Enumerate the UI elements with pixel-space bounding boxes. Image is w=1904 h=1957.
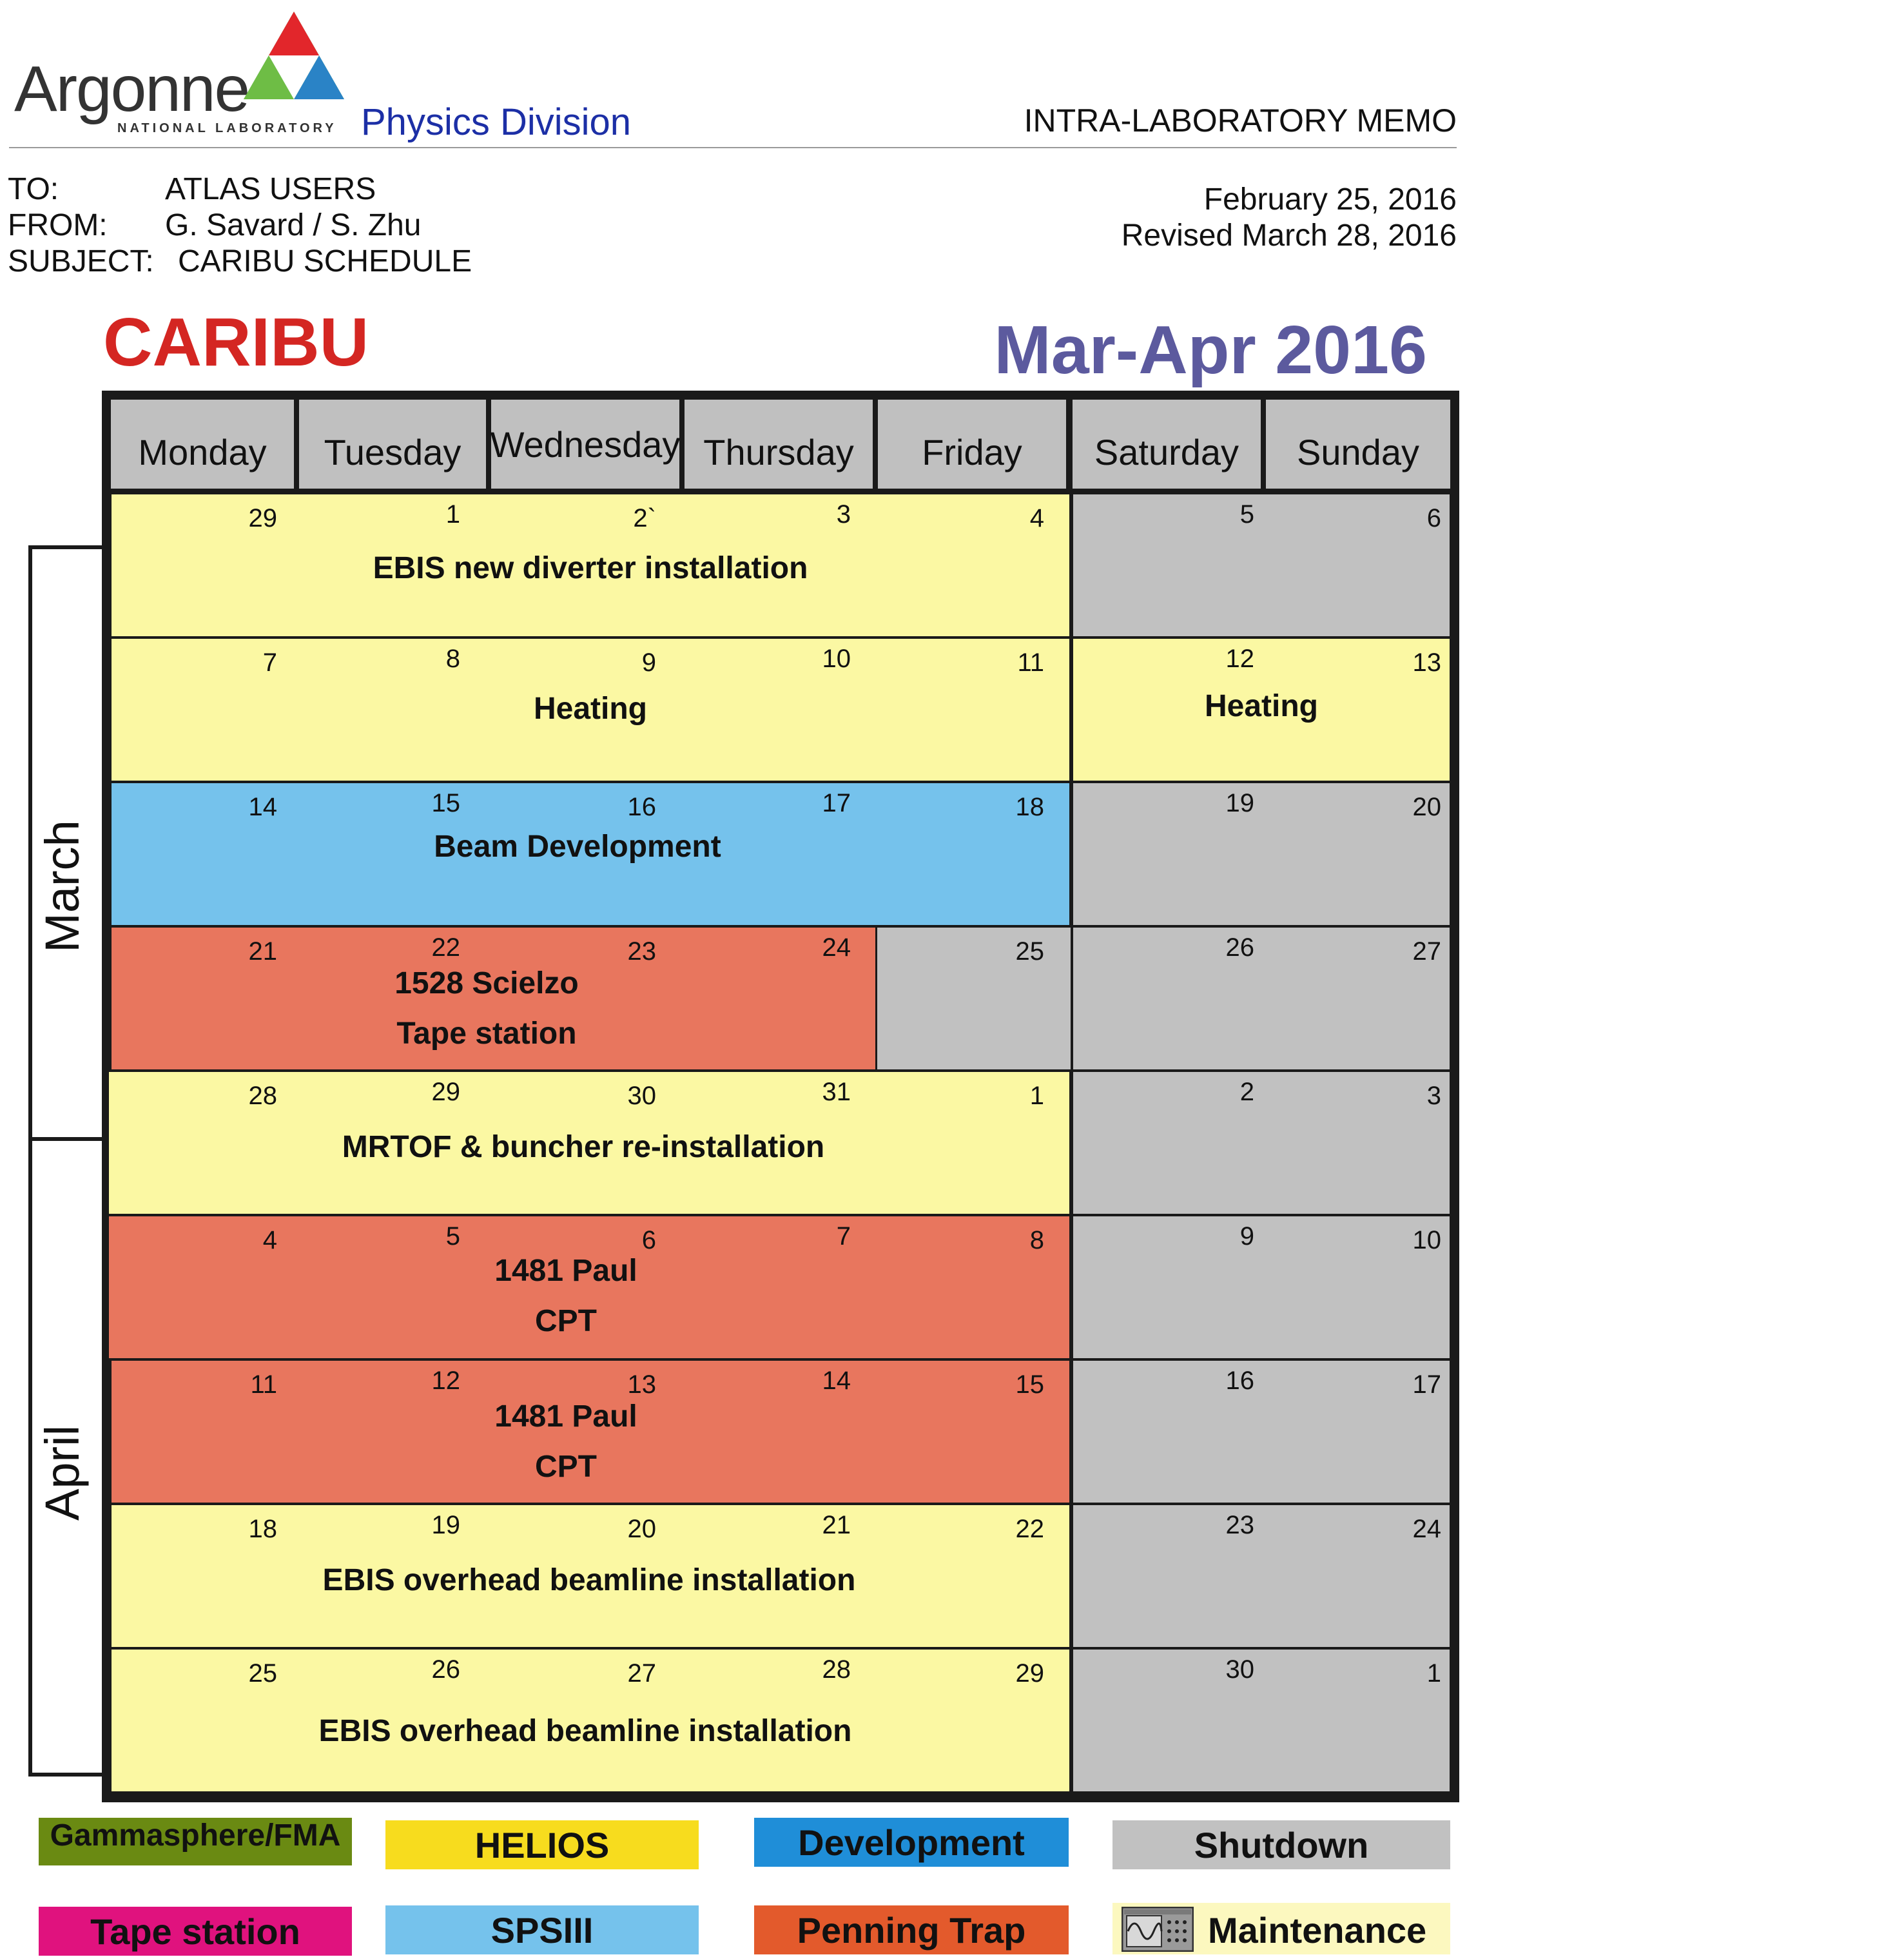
date-number: 14	[822, 1367, 851, 1395]
event-label: Heating	[533, 692, 647, 726]
to-line	[8, 171, 376, 207]
event-label: CPT	[535, 1304, 597, 1338]
date-number: 26	[431, 1655, 460, 1684]
legend-maintenance-label: Maintenance	[1208, 1910, 1427, 1951]
day-header-thursday: Thursday	[685, 400, 873, 489]
argonne-logo-text: Argonne	[14, 53, 249, 125]
legend-spsiii: SPSIII	[385, 1905, 699, 1954]
date-number: 6	[1426, 504, 1441, 532]
date-number: 2`	[633, 504, 656, 532]
date-number: 19	[431, 1511, 460, 1539]
legend-gammasphere-fma: Gammasphere/FMA	[39, 1818, 352, 1865]
date-number: 30	[627, 1082, 656, 1110]
date-number: 1	[1426, 1659, 1441, 1688]
subject-value: CARIBU SCHEDULE	[178, 244, 472, 278]
date-number: 4	[262, 1226, 277, 1254]
date-number: 25	[248, 1659, 277, 1688]
weekend-block-week5	[1071, 1070, 1452, 1216]
event-label: 1481 Paul	[494, 1254, 637, 1288]
day-header-tuesday: Tuesday	[299, 400, 486, 489]
date-number: 7	[262, 648, 277, 677]
date-number: 3	[836, 500, 851, 529]
weekend-block-week9	[1071, 1648, 1452, 1793]
weekend-block-week1	[1071, 492, 1452, 638]
weekend-block-week4	[1071, 926, 1452, 1071]
date-number: 24	[1412, 1515, 1441, 1543]
date-number: 12	[1225, 645, 1254, 673]
argonne-triangle-logo	[244, 12, 344, 99]
header-divider	[9, 147, 1457, 148]
date-number: 7	[836, 1222, 851, 1251]
event-label: EBIS overhead beamline installation	[318, 1714, 852, 1748]
date-number: 12	[431, 1367, 460, 1395]
subject-label: SUBJECT:	[8, 244, 154, 278]
weekend-block-week8	[1071, 1503, 1452, 1649]
date-number: 28	[822, 1655, 851, 1684]
weekend-block-week7	[1071, 1359, 1452, 1504]
date-number: 28	[248, 1082, 277, 1110]
date-number: 24	[822, 933, 851, 962]
date-number: 18	[248, 1515, 277, 1543]
legend-shutdown: Shutdown	[1112, 1820, 1450, 1869]
day-header-wednesday: Wednesday	[491, 400, 679, 489]
date-number: 17	[1412, 1370, 1441, 1399]
date-number: 30	[1225, 1655, 1254, 1684]
facility-title: CARIBU	[103, 304, 369, 380]
date-number: 29	[431, 1078, 460, 1106]
date-number: 14	[248, 793, 277, 821]
day-header-friday: Friday	[878, 400, 1066, 489]
event-label: 1481 Paul	[494, 1399, 637, 1434]
schedule-period: Mar-Apr 2016	[994, 312, 1427, 388]
physics-division-title: Physics Division	[361, 101, 631, 143]
date-number: 31	[822, 1078, 851, 1106]
date-number: 9	[1239, 1222, 1254, 1251]
month-label-april: April	[35, 1425, 89, 1521]
date-number: 23	[1225, 1511, 1254, 1539]
event-label: 1528 Scielzo	[394, 966, 579, 1000]
date-number: 27	[1412, 937, 1441, 966]
argonne-logo-subtitle: NATIONAL LABORATORY	[117, 121, 337, 135]
to-label: TO:	[8, 172, 59, 206]
day-header-monday: Monday	[111, 400, 294, 489]
date-number: 21	[822, 1511, 851, 1539]
date-number: 13	[1412, 648, 1441, 677]
legend-tape-station: Tape station	[39, 1907, 352, 1956]
subject-line	[8, 244, 472, 279]
date-number: 4	[1029, 504, 1044, 532]
date-number: 10	[822, 645, 851, 673]
date-number: 22	[1015, 1515, 1044, 1543]
date-number: 16	[627, 793, 656, 821]
date-number: 15	[1015, 1370, 1044, 1399]
day-header-saturday: Saturday	[1073, 400, 1261, 489]
from-label: FROM:	[8, 208, 108, 242]
date-number: 29	[248, 504, 277, 532]
date-number: 11	[250, 1370, 277, 1399]
date-number: 15	[431, 789, 460, 817]
from-line	[8, 208, 422, 243]
memo-revised-date: Revised March 28, 2016	[1121, 219, 1457, 253]
date-number: 8	[1029, 1226, 1044, 1254]
date-number: 6	[641, 1226, 656, 1254]
day-header-sunday: Sunday	[1266, 400, 1450, 489]
date-number: 23	[627, 937, 656, 966]
from-value: G. Savard / S. Zhu	[165, 208, 422, 242]
date-number: 2	[1239, 1078, 1254, 1106]
event-label: MRTOF & buncher re-installation	[342, 1130, 825, 1164]
date-number: 27	[627, 1659, 656, 1688]
date-number: 18	[1015, 793, 1044, 821]
legend-helios: HELIOS	[385, 1820, 699, 1869]
date-number: 20	[627, 1515, 656, 1543]
oscilloscope-icon	[1122, 1907, 1194, 1952]
legend-maintenance	[1112, 1903, 1450, 1954]
legend-development: Development	[754, 1818, 1069, 1867]
date-number: 16	[1225, 1367, 1254, 1395]
event-label: EBIS overhead beamline installation	[322, 1563, 856, 1597]
event-label: Heating	[1204, 689, 1318, 723]
date-number: 19	[1225, 789, 1254, 817]
event-label: EBIS new diverter installation	[373, 551, 808, 585]
event-label: Tape station	[396, 1017, 577, 1051]
weekend-block-week6	[1071, 1214, 1452, 1360]
date-number: 11	[1017, 648, 1044, 677]
date-number: 21	[248, 937, 277, 966]
date-number: 3	[1426, 1082, 1441, 1110]
date-number: 22	[431, 933, 460, 962]
date-number: 29	[1015, 1659, 1044, 1688]
date-number: 26	[1225, 933, 1254, 962]
date-number: 20	[1412, 793, 1441, 821]
date-number: 13	[627, 1370, 656, 1399]
month-label-march: March	[35, 820, 89, 953]
date-number: 10	[1412, 1226, 1441, 1254]
date-number: 25	[1015, 937, 1044, 966]
date-number: 1	[1029, 1082, 1044, 1110]
weekend-block-week3	[1071, 781, 1452, 927]
memo-date: February 25, 2016	[1203, 182, 1457, 217]
date-number: 9	[641, 648, 656, 677]
date-number: 17	[822, 789, 851, 817]
date-number: 5	[445, 1222, 460, 1251]
legend-penning-trap: Penning Trap	[754, 1905, 1069, 1954]
event-label: Beam Development	[434, 830, 721, 864]
date-number: 8	[445, 645, 460, 673]
to-value: ATLAS USERS	[165, 172, 376, 206]
date-number: 5	[1239, 500, 1254, 529]
memo-type: INTRA-LABORATORY MEMO	[1024, 102, 1457, 139]
date-number: 1	[445, 500, 460, 529]
event-label: CPT	[535, 1450, 597, 1484]
